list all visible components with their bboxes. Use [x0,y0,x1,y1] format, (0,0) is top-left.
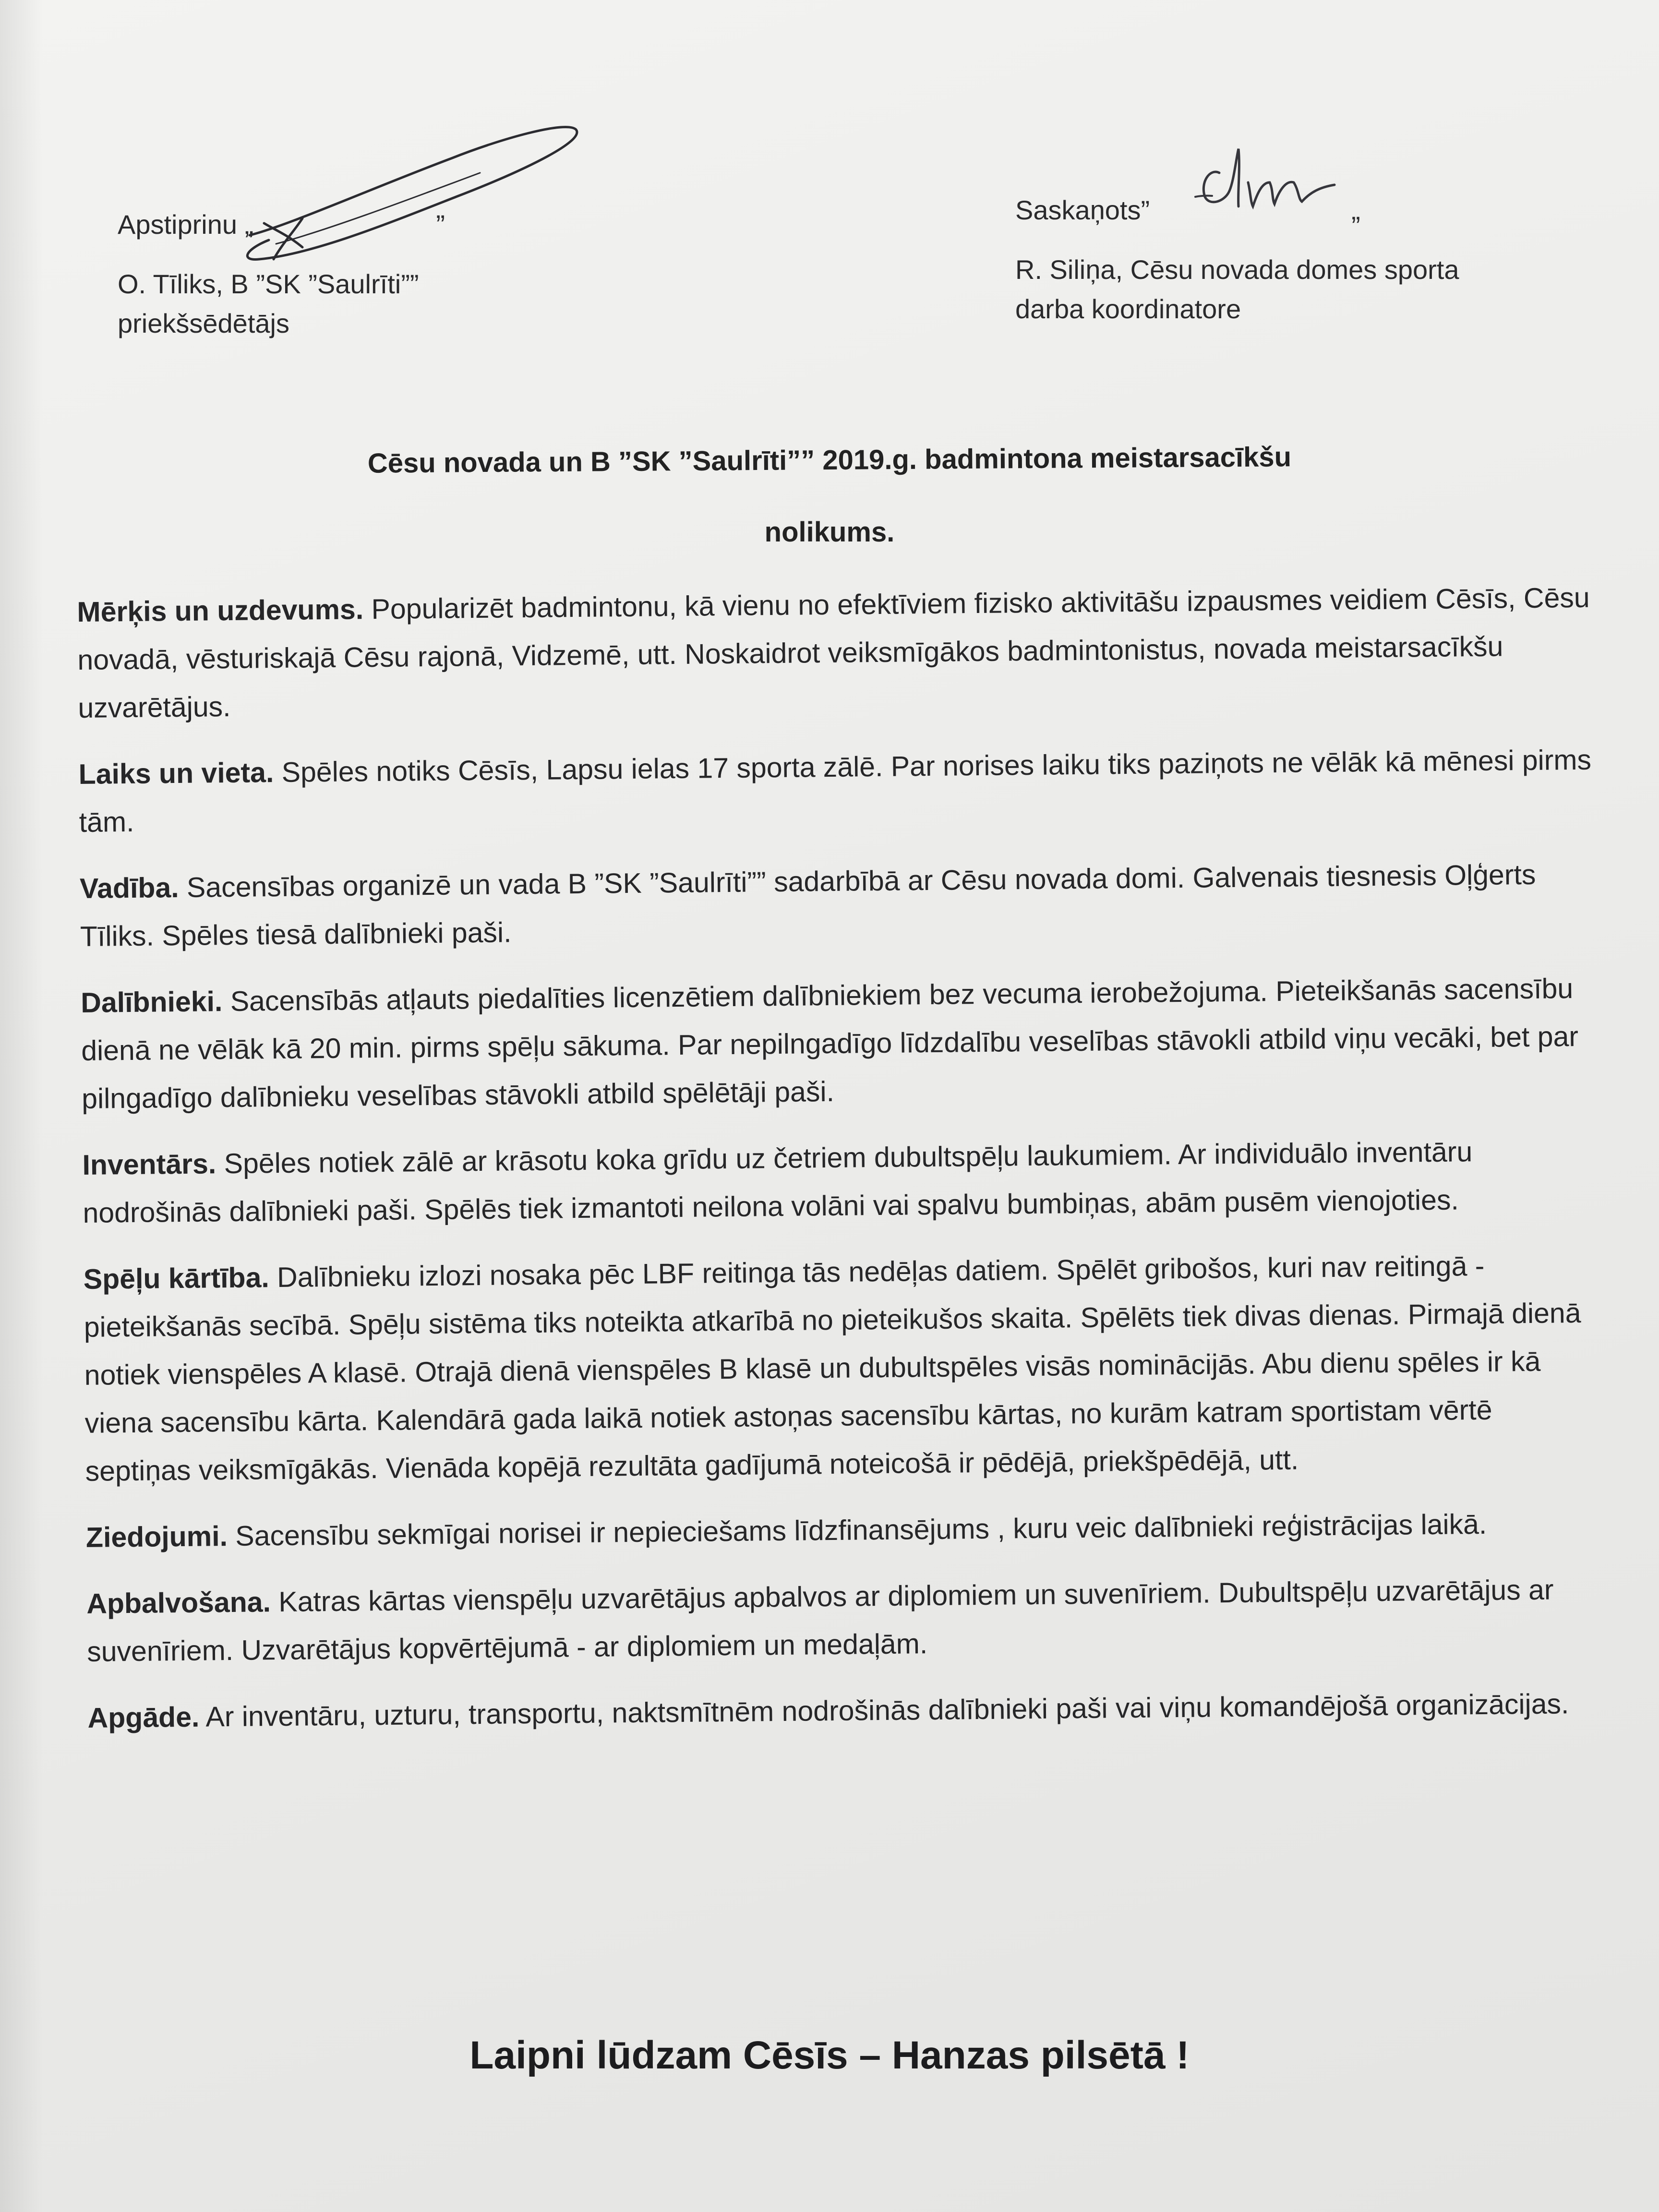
approval-name: O. Tīliks, B ”SK ”Saulrīti”” [118,269,419,299]
section-dalibnieki [81,964,1599,1123]
section-ziedojumi [86,1499,1603,1562]
agreement-label: Saskaņots” [1015,195,1150,225]
section-heading: Spēļu kārtība. [83,1262,270,1295]
signature-tiliks-icon [230,115,595,274]
approval-label: Apstiprinu „ [118,209,254,240]
section-text: Spēles notiek zālē ar krāsotu koka grīdu uz četriem dubultspēļu laukumiem. Ar individuālo inventāru nodrošinās dalībnieki paši. Spēlēs tiek izmantoti neilona volāni vai spalvu bumbiņas, abām pusēm vienojoties. [83,1136,1473,1229]
section-heading: Inventārs. [82,1148,216,1181]
section-text: Katras kārtas vienspēļu uzvarētājus apbalvos ar diplomiem un suvenīriem. Dubultspēļu uzvarētājus ar suvenīriem. Uzvarētājus kopvērtējumā - ar diplomiem un medaļām. [86,1574,1554,1668]
section-text: Popularizēt badmintonu, kā vienu no efektīviem fizisko aktivitāšu izpausmes veidiem Cēsīs, Cēsu novadā, vēsturiskajā Cēsu rajonā, Vidzemē, utt. Noskaidrot veiksmīgākos badmintonistus, novada meistarsacīkšu uzvarētājus. [77,581,1590,724]
section-text: Dalībnieku izlozi nosaka pēc LBF reitinga tās nedēļas datiem. Spēlēt gribošos, kuri nav reitingā - pieteikšanās secībā. Spēļu sistēma tiks noteikta atkarībā no pieteikušos skaita. Spēlēts tiek divas dienas. Pirmajā dienā notiek vienspēles A klasē. Otrajā dienā vienspēles B klasē un dubultspēles visās nominācijās. Abu dienu spēles ir kā viena sacensību kārta. Kalendārā gada laikā notiek astoņas sacensību kārtas, no kurām katram sportistam vērtē septiņas veiksmīgākās. Vienāda kopējā rezultāta gadījumā noteicošā ir pēdējā, priekšpēdējā, utt. [84,1250,1581,1487]
section-vadiba [80,850,1598,961]
section-text: Sacensību sekmīgai norisei ir nepieciešams līdzfinansējums , kuru veic dalībnieki reģistrācijas laikā. [227,1508,1487,1552]
approval-closing-quote: ” [436,209,445,240]
document-body [77,574,1605,1760]
agreement-closing-quote: „ [1351,195,1360,225]
section-apbalvosana [86,1565,1604,1676]
signature-silina-icon [1190,139,1344,230]
agreement-name: R. Siliņa, Cēsu novada domes sporta [1015,254,1459,285]
section-spelu-kartiba [83,1241,1602,1495]
document-subtitle: nolikums. [764,517,895,548]
section-heading: Vadība. [79,871,179,904]
document-title: Cēsu novada un B ”SK ”Saulrīti”” 2019.g. badmintona meistarsacīkšu [367,441,1292,479]
section-text: Spēles notiks Cēsīs, Lapsu ielas 17 sporta zālē. Par norises laiku tiks paziņots ne vēlāk kā mēnesi pirms tām. [79,744,1592,838]
section-apgade [87,1680,1605,1742]
closing-greeting: Laipni lūdzam Cēsīs – Hanzas pilsētā ! [469,2033,1190,2077]
section-merkis [77,574,1595,732]
section-heading: Mērķis un uzdevums. [77,593,364,628]
section-text: Sacensībās atļauts piedalīties licenzētiem dalībniekiem bez vecuma ierobežojuma. Pieteikšanās sacensību dienā ne vēlāk kā 20 min. pirms spēļu sākuma. Par nepilngadīgo līdzdalību veselības stāvokli atbild viņu vecāki, bet par pilngadīgo dalībnieku veselības stāvokli atbild spēlētāji paši. [81,973,1579,1115]
section-inventars [82,1127,1600,1237]
section-heading: Laiks un vieta. [78,757,274,790]
section-heading: Dalībnieki. [80,986,223,1019]
section-text: Sacensības organizē un vada B ”SK ”Saulrīti”” sadarbībā ar Cēsu novada domi. Galvenais tiesnesis Oļģerts Tīliks. Spēles tiesā dalībnieki paši. [80,858,1536,952]
page-shadow [0,0,43,2212]
agreement-role: darba koordinatore [1015,294,1241,324]
section-text: Ar inventāru, uzturu, transportu, naktsmītnēm nodrošinās dalībnieki paši vai viņu komandējošā organizācijas. [199,1688,1569,1733]
section-heading: Ziedojumi. [85,1520,228,1553]
approval-role: priekšsēdētājs [118,308,289,338]
section-heading: Apgāde. [87,1701,200,1734]
section-laiks [78,736,1596,846]
section-heading: Apbalvošana. [86,1586,271,1620]
